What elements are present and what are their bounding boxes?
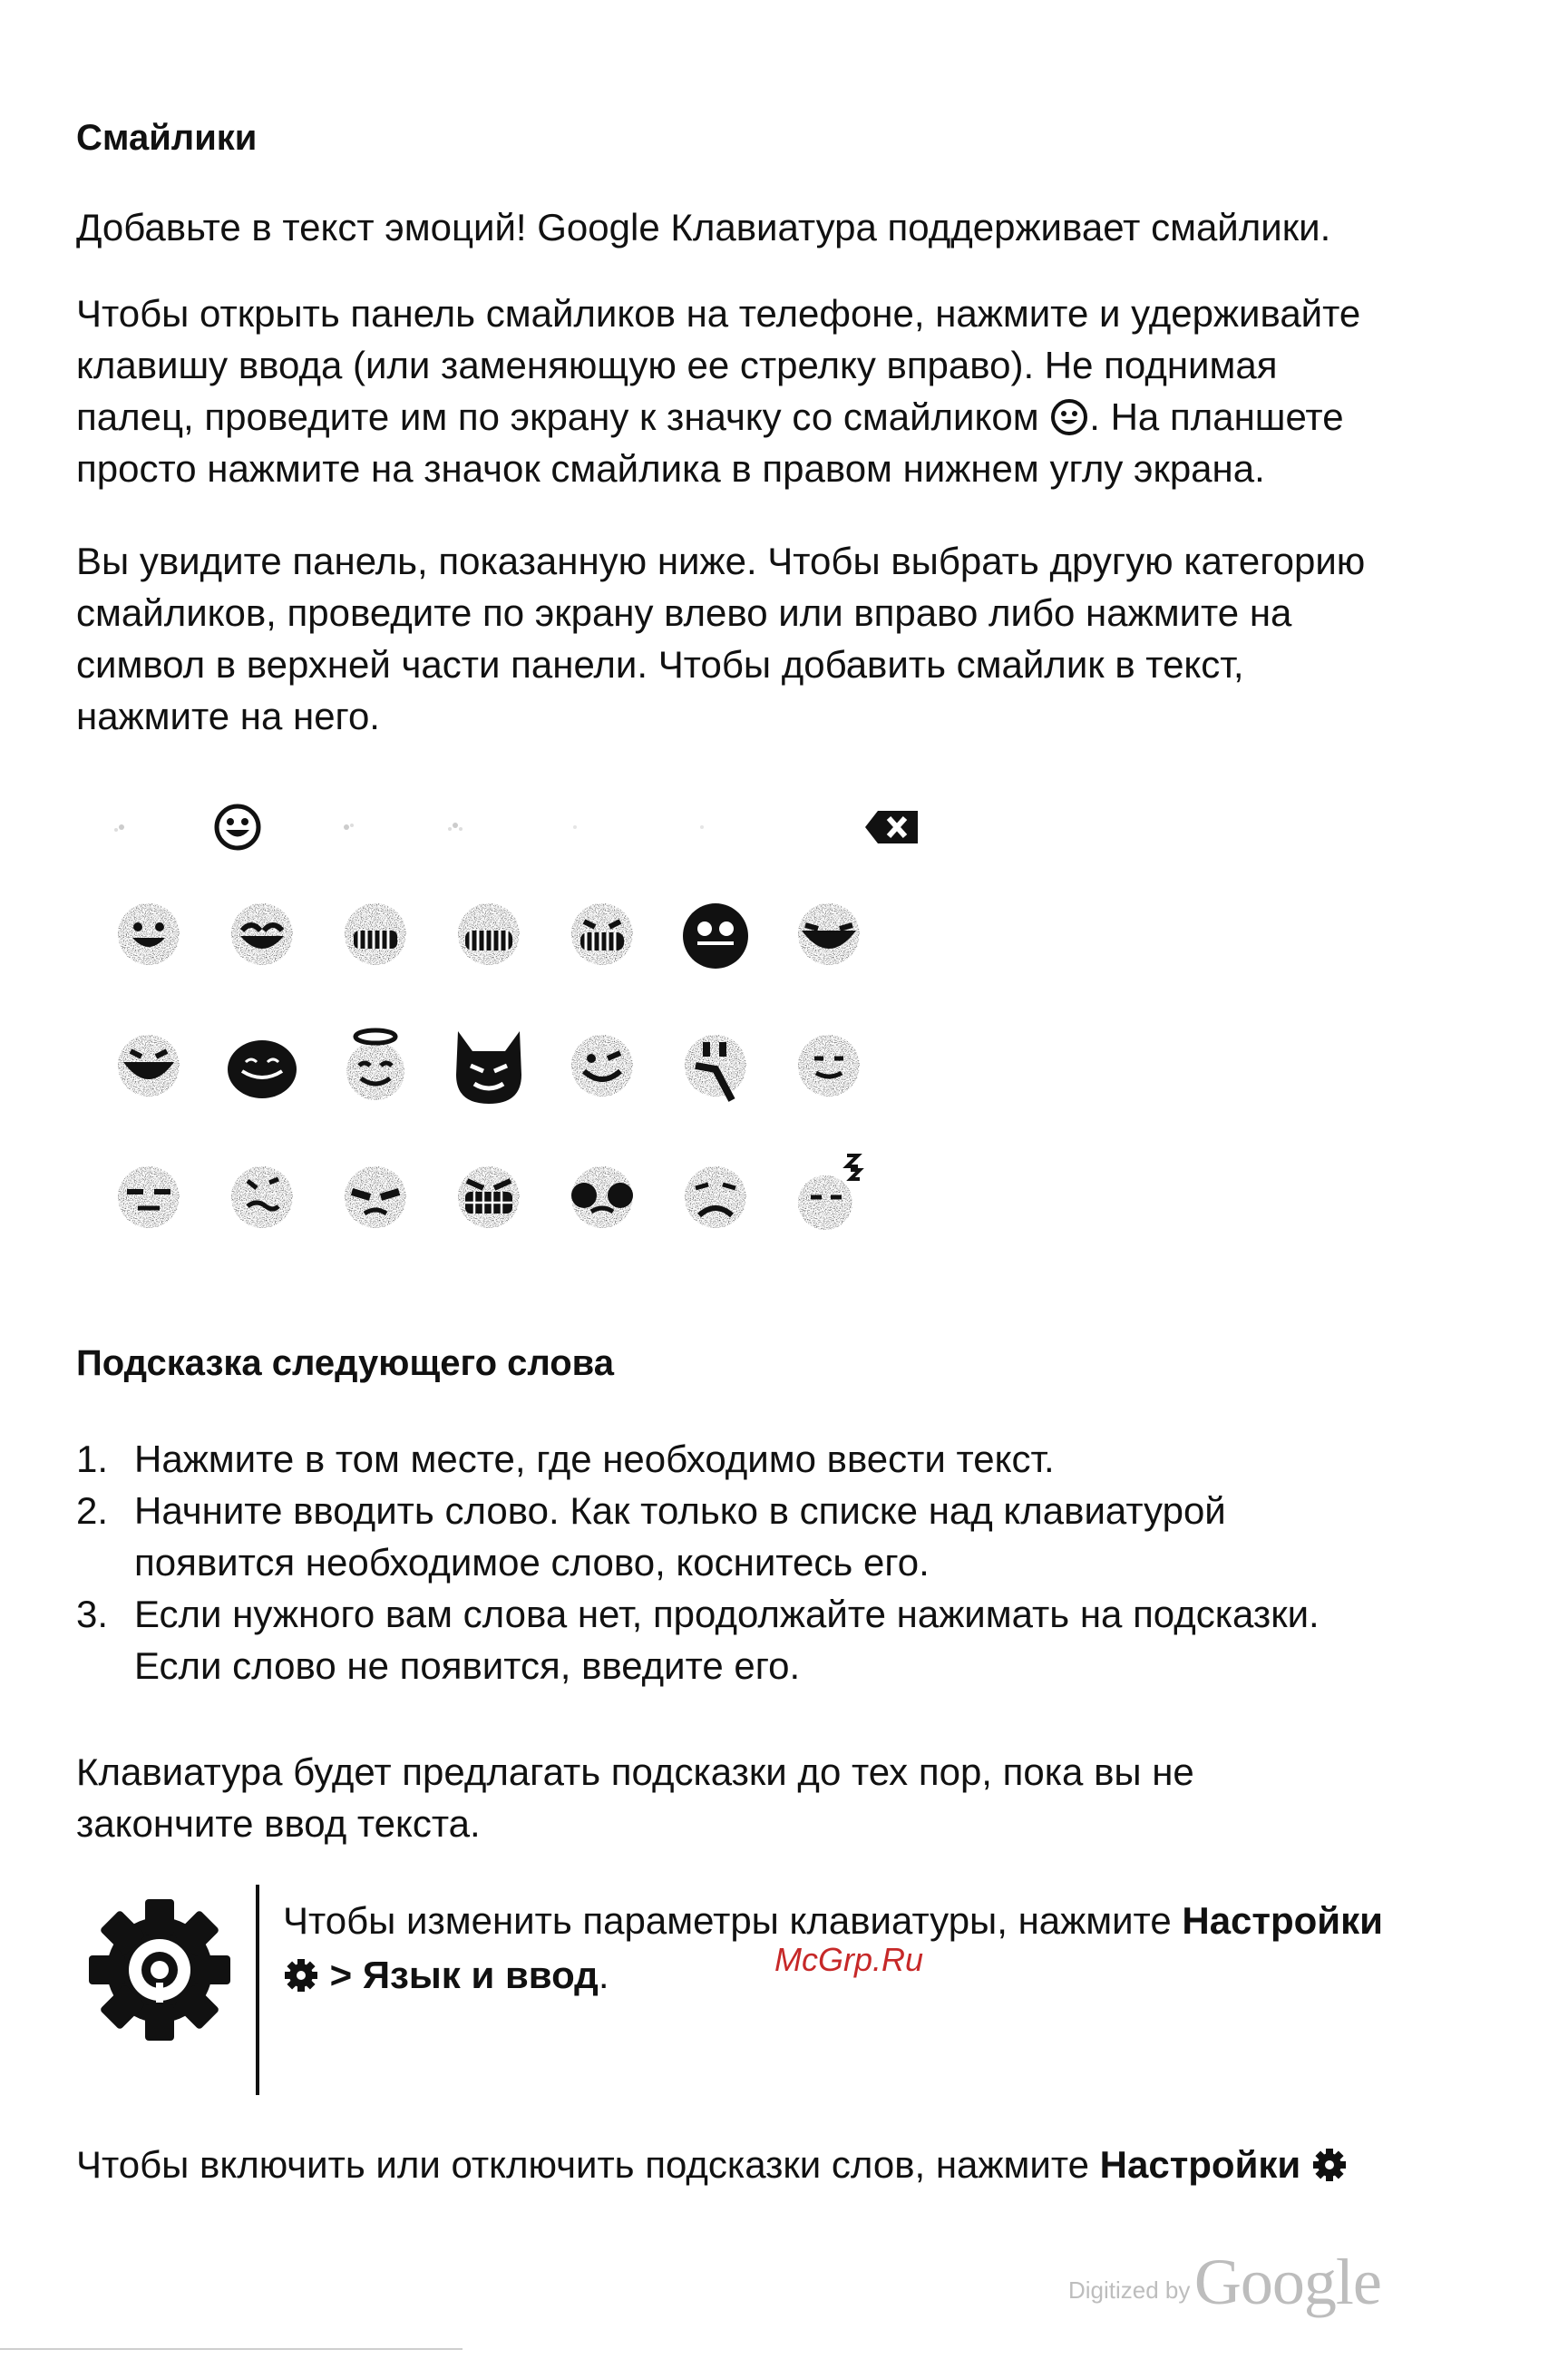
intro-paragraph: Добавьте в текст эмоций! Google Клавиатура поддерживает смайлики. (76, 206, 1331, 249)
settings-label: Настройки (1099, 2143, 1301, 2186)
paragraph-open-panel (76, 288, 1509, 494)
emoji-devil (456, 1031, 521, 1104)
emoji-neutral (118, 1166, 180, 1228)
emoji-grid (76, 898, 947, 1261)
paragraph-panel-info (76, 535, 1509, 742)
step-number: 1. (76, 1438, 109, 1480)
emoji-tongue-wink (685, 1035, 746, 1100)
site-watermark: McGrp.Ru (774, 1941, 924, 1978)
text-line: > Язык и ввод. (283, 1948, 1516, 2003)
settings-gear-icon (87, 1897, 232, 2042)
text-line: нажмите на него. (76, 695, 380, 737)
emoji-open-laugh (798, 903, 860, 965)
text-line: Чтобы изменить параметры клавиатуры, нажмите Настройки (283, 1899, 1383, 1942)
text-line: просто нажмите на значок смайлика в правом нижнем углу экрана. (76, 447, 1265, 490)
emoji-dark-face (228, 1040, 297, 1098)
step-number: 3. (76, 1593, 109, 1635)
gear-icon (283, 1957, 319, 1993)
emoji-smile (118, 903, 180, 965)
emoji-laugh (231, 903, 293, 965)
text-line: палец, проведите им по экрану к значку со смайликом . На планшете (76, 395, 1344, 438)
digitized-by-google-mark: Digitized by Google (1068, 2246, 1381, 2318)
gear-icon (1311, 2147, 1348, 2183)
list-item: 3. Если нужного вам слова нет, продолжайте нажимать на подсказки. Если слово не появится, введите его. (76, 1588, 1491, 1691)
text-line: клавишу ввода (или заменяющую ее стрелку вправо). Не поднимая (76, 344, 1278, 386)
bell-icon (428, 800, 482, 854)
steps-list (76, 1433, 1491, 1691)
emoji-laugh-tears (118, 1035, 180, 1097)
tip-text (283, 1894, 1516, 2003)
step-number: 2. (76, 1489, 109, 1532)
text-line: смайликов, проведите по экрану влево или вправо либо нажмите на (76, 591, 1292, 634)
emoji-relieved (798, 1035, 860, 1097)
list-item: 1. Нажмите в том месте, где необходимо ввести текст. (76, 1433, 1491, 1485)
symbols-icon (675, 800, 729, 854)
car-icon (548, 800, 602, 854)
emoji-angel (346, 1030, 404, 1100)
smiley-icon (1049, 397, 1089, 437)
backspace-icon (862, 800, 925, 854)
text-line: Клавиатура будет предлагать подсказки до тех пор, пока вы не (76, 1750, 1194, 1793)
recent-icon (94, 800, 149, 854)
language-input-label: > Язык и ввод (329, 1954, 599, 1996)
emoji-wink (571, 1035, 633, 1097)
page-edge-line (0, 2348, 463, 2350)
section-title-smileys: Смайлики (76, 118, 258, 158)
bottom-paragraph: Чтобы включить или отключить подсказки слов, нажмите Настройки (76, 2139, 1348, 2190)
emoji-squint-grin (571, 903, 633, 965)
emoji-grin (345, 903, 406, 965)
emoji-dark-grin (683, 903, 748, 969)
settings-label: Настройки (1182, 1899, 1383, 1942)
smiley-icon (210, 800, 265, 854)
list-item: 2. Начните вводить слово. Как только в списке над клавиатурой появится необходимое слово, коснитесь его. (76, 1485, 1491, 1588)
emoji-unamused (345, 1166, 406, 1228)
emoji-sleepy (798, 1155, 860, 1230)
tip-divider (256, 1885, 259, 2095)
text-line: Чтобы открыть панель смайликов на телефоне, нажмите и удерживайте (76, 292, 1361, 335)
emoji-angry-face (571, 1166, 633, 1228)
paragraph-suggestions (76, 1746, 1509, 1849)
text-line: символ в верхней части панели. Чтобы добавить смайлик в текст, (76, 643, 1244, 686)
section-title-next-word: Подсказка следующего слова (76, 1343, 614, 1383)
text-line: закончите ввод текста. (76, 1802, 481, 1845)
emoji-angry-grimace (458, 1166, 520, 1228)
emoji-big-grin (458, 903, 520, 965)
flower-icon (321, 800, 375, 854)
emoji-sad (685, 1166, 746, 1228)
text-line: Вы увидите панель, показанную ниже. Чтобы выбрать другую категорию (76, 540, 1366, 582)
google-logo: Google (1193, 2246, 1381, 2318)
emoji-confused (231, 1166, 293, 1228)
